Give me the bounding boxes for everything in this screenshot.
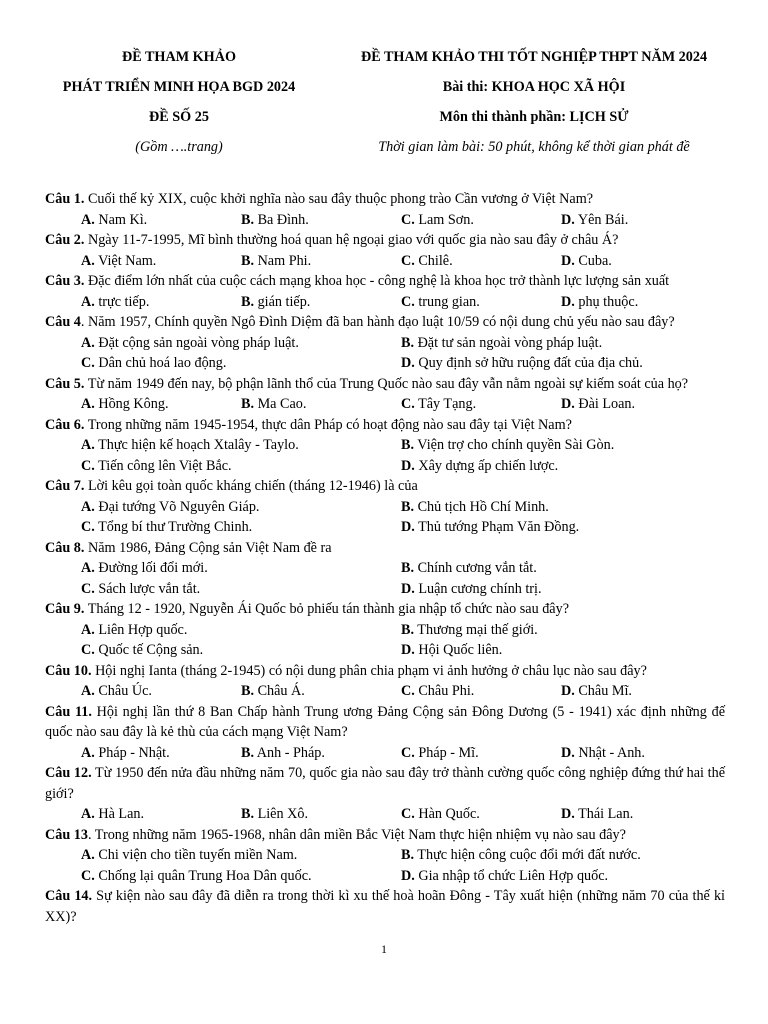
option-text: Tiến công lên Việt Bắc. [94,457,232,474]
option-text: Cuba. [574,252,612,269]
header-subtitle: PHÁT TRIỂN MINH HỌA BGD 2024 [62,79,296,95]
option-text: Quy định sở hữu ruộng đất của địa chủ. [414,355,643,371]
answer-option [401,251,561,272]
option-text: Đài Loan. [574,396,636,412]
question-text: Ngày 11-7-1995, Mĩ bình thường hoá quan hệ ngoại giao với quốc gia nào sau đây ở châu Á? [84,232,619,248]
option-text: Nam Kì. [94,211,148,228]
answer-option [401,804,561,825]
answer-option [81,333,401,354]
question-14 [45,886,725,927]
question-text: . Trong những năm 1965-1968, nhân dân miền Bắc Việt Nam thực hiện nhiệm vụ nào sau đây? [87,826,626,843]
option-text: Luận cương chính trị. [414,580,542,597]
options-row [45,456,725,477]
answer-option [561,743,721,764]
answer-option [81,210,241,231]
option-text: Châu Phi. [414,683,475,699]
question-text: Từ năm 1949 đến nay, bộ phận lãnh thổ của Trung Quốc nào sau đây vẫn nằm ngoài sự kiếm soát của họ? [84,375,689,392]
answer-option [241,743,401,764]
option-text: Chủ tịch Hồ Chí Minh. [414,498,549,515]
question-5 [45,374,725,395]
question-text: . Năm 1957, Chính quyền Ngô Đình Diệm đã ban hành đạo luật 10/59 có nội dung chủ yếu nào sau đây? [80,314,675,330]
options-row [45,743,725,764]
options-row [45,497,725,518]
option-letter: D. [561,293,575,310]
question-2 [45,230,725,251]
answer-option [561,804,721,825]
answer-option [241,681,401,702]
option-letter: C. [401,293,415,310]
question-number: Câu 4 [45,314,81,330]
question-text: Hội nghị Ianta (tháng 2-1945) có nội dung phân chia phạm vi ảnh hưởng ở châu lục nào sau đây? [91,662,647,679]
option-text: Nam Phi. [254,252,312,269]
answer-option [401,292,561,313]
question-number: Câu 2. [45,232,85,248]
option-text: Liên Hợp quốc. [94,621,188,638]
option-letter: C. [81,580,95,597]
option-letter: A. [81,396,95,412]
option-text: Nhật - Anh. [574,744,645,761]
option-text: Anh - Pháp. [254,744,325,761]
question-number: Câu 12. [45,765,92,781]
option-letter: A. [81,683,95,699]
option-letter: C. [81,355,95,371]
answer-option [81,558,401,579]
option-letter: B. [401,498,415,515]
option-text: Hội Quốc liên. [414,642,503,658]
header-label: ĐỀ THAM KHẢO [121,49,237,65]
option-letter: A. [81,437,95,453]
answer-option [401,435,721,456]
question-12 [45,763,725,804]
options-row [45,579,725,600]
option-letter: B. [241,744,255,761]
option-text: Pháp - Mĩ. [414,744,479,761]
option-text: Thủ tướng Phạm Văn Đồng. [414,519,580,535]
option-text: trực tiếp. [94,293,150,310]
question-text: Đặc điểm lớn nhất của cuộc cách mạng khoa học - công nghệ là khoa học trở thành lực lượng sản xuất [84,273,670,289]
options-row [45,353,725,374]
answer-option [81,743,241,764]
options-row [45,435,725,456]
answer-option [401,866,721,887]
option-text: Pháp - Nhật. [94,744,170,761]
option-text: Tổng bí thư Trường Chinh. [94,519,253,535]
answer-option [81,579,401,600]
option-text: Thương mại thế giới. [414,621,538,638]
answer-option [81,456,401,477]
options-row [45,251,725,272]
option-text: Việt Nam. [94,252,157,269]
page-number: 1 [381,942,387,956]
options-row [45,640,725,661]
option-text: Chính cương vắn tắt. [414,560,537,576]
option-text: Xây dựng ấp chiến lược. [414,457,559,474]
option-text: Lam Sơn. [414,211,474,228]
answer-option [81,497,401,518]
option-letter: C. [401,806,415,822]
answer-option [401,620,721,641]
option-text: Ma Cao. [254,396,307,412]
answer-option [561,251,721,272]
page-count-note: (Gồm ….trang) [135,139,223,155]
option-letter: A. [81,498,95,515]
header-right [338,44,730,164]
option-letter: B. [241,293,255,310]
answer-option [401,681,561,702]
answer-option [401,558,721,579]
option-letter: C. [401,211,415,228]
option-letter: D. [561,211,575,228]
option-text: Thực hiện kế hoạch Xtalây - Taylo. [94,437,299,453]
option-letter: B. [401,334,415,351]
answer-option [401,579,721,600]
option-letter: D. [561,396,575,412]
question-number: Câu 6. [45,416,85,433]
option-letter: C. [81,457,95,474]
option-text: Đường lối đổi mới. [94,560,208,576]
answer-option [401,517,721,538]
answer-option [241,210,401,231]
option-text: Châu Mĩ. [574,683,632,699]
answer-option [561,394,721,415]
option-letter: B. [241,396,255,412]
option-text: Hàn Quốc. [414,806,480,822]
question-7 [45,476,725,497]
option-letter: B. [401,621,415,638]
question-text: Năm 1986, Đảng Cộng sản Việt Nam đề ra [84,539,332,556]
answer-option [241,804,401,825]
option-letter: D. [561,744,575,761]
answer-option [81,353,401,374]
option-text: Tây Tạng. [414,396,477,412]
options-row [45,292,725,313]
options-row [45,558,725,579]
question-13 [45,825,725,846]
option-text: Yên Bái. [574,211,629,228]
option-letter: A. [81,621,95,638]
question-number: Câu 8. [45,539,85,556]
question-10 [45,661,725,682]
exam-subject: Môn thi thành phần: LỊCH SỬ [439,109,629,125]
answer-option [81,640,401,661]
answer-option [81,435,401,456]
option-letter: B. [241,806,255,822]
option-letter: B. [401,437,415,453]
answer-option [401,333,721,354]
option-letter: C. [81,519,95,535]
answer-option [401,743,561,764]
answer-option [561,681,721,702]
answer-option [241,251,401,272]
exam-number: ĐỀ SỐ 25 [149,109,209,125]
answer-option [81,620,401,641]
option-letter: D. [561,683,575,699]
question-list [45,189,725,927]
option-letter: D. [401,519,415,535]
option-text: Thái Lan. [574,806,634,822]
option-text: Đặt tư sản ngoài vòng pháp luật. [414,334,603,351]
answer-option [401,394,561,415]
question-text: Sự kiện nào sau đây đã diễn ra trong thời kì xu thế hoà hoãn Đông - Tây xuất hiện (những năm 70 của thế kỉ XX)? [45,888,725,925]
option-text: Hồng Kông. [94,396,169,412]
option-letter: D. [561,806,575,822]
question-6 [45,415,725,436]
options-row [45,333,725,354]
options-row [45,517,725,538]
option-letter: D. [561,252,575,269]
option-letter: C. [401,396,415,412]
answer-option [81,394,241,415]
question-number: Câu 1. [45,191,85,207]
answer-option [81,681,241,702]
option-letter: B. [401,560,415,576]
answer-option [401,640,721,661]
option-letter: B. [241,211,255,228]
option-text: Sách lược vắn tắt. [94,580,201,597]
option-letter: C. [81,642,95,658]
option-letter: D. [401,457,415,474]
option-text: Chống lại quân Trung Hoa Dân quốc. [94,867,312,884]
option-letter: C. [401,683,415,699]
exam-time: Thời gian làm bài: 50 phút, không kể thời gian phát đề [378,139,690,155]
option-letter: C. [81,867,95,884]
header-left [20,44,338,164]
option-letter: A. [81,252,95,269]
option-text: trung gian. [414,293,480,310]
option-text: Hà Lan. [94,806,145,822]
option-text: Dân chủ hoá lao động. [94,355,227,371]
option-letter: C. [401,744,415,761]
option-text: Châu Á. [254,683,305,699]
options-row [45,845,725,866]
answer-option [81,292,241,313]
answer-option [401,353,721,374]
option-letter: B. [401,847,415,863]
options-row [45,394,725,415]
answer-option [561,292,721,313]
question-number: Câu 14. [45,888,93,904]
answer-option [81,866,401,887]
answer-option [401,497,721,518]
exam-paper: Bài thi: KHOA HỌC XÃ HỘI [442,79,626,95]
option-letter: D. [401,355,415,371]
exam-title: ĐỀ THAM KHẢO THI TỐT NGHIỆP THPT NĂM 2024 [360,49,708,65]
option-text: Đặt cộng sản ngoài vòng pháp luật. [94,334,299,351]
question-9 [45,599,725,620]
question-number: Câu 7. [45,478,85,494]
question-text: Hội nghị lần thứ 8 Ban Chấp hành Trung ương Đảng Cộng sản Đông Dương (5 - 1941) xác định những đế quốc nào sau đây là kẻ thù của cách mạng Việt Nam? [45,703,725,740]
question-4 [45,312,725,333]
question-text: Tháng 12 - 1920, Nguyễn Ái Quốc bỏ phiếu tán thành gia nhập tổ chức nào sau đây? [84,601,569,617]
options-row [45,681,725,702]
answer-option [81,517,401,538]
question-1 [45,189,725,210]
option-text: Đại tướng Võ Nguyên Giáp. [94,498,260,515]
question-number: Câu 13 [45,826,88,843]
option-letter: A. [81,744,95,761]
answer-option [401,210,561,231]
option-text: Quốc tế Cộng sản. [94,642,204,658]
option-text: Gia nhập tổ chức Liên Hợp quốc. [414,867,609,884]
question-number: Câu 10. [45,662,92,679]
options-row [45,804,725,825]
option-letter: D. [401,867,415,884]
option-letter: A. [81,211,95,228]
option-text: Viện trợ cho chính quyền Sài Gòn. [414,437,615,453]
answer-option [401,456,721,477]
question-11 [45,702,725,743]
answer-option [81,251,241,272]
options-row [45,620,725,641]
option-letter: A. [81,334,95,351]
option-text: Châu Úc. [94,683,152,699]
option-letter: A. [81,847,95,863]
answer-option [401,845,721,866]
option-letter: B. [241,252,255,269]
answer-option [81,804,241,825]
question-text: Trong những năm 1945-1954, thực dân Pháp có hoạt động nào sau đây tại Việt Nam? [84,416,572,433]
options-row [45,866,725,887]
question-number: Câu 5. [45,375,85,392]
answer-option [241,394,401,415]
option-text: Thực hiện công cuộc đổi mới đất nước. [414,847,641,863]
question-number: Câu 11. [45,703,92,720]
question-3 [45,271,725,292]
option-letter: B. [241,683,255,699]
question-text: Từ 1950 đến nửa đầu những năm 70, quốc gia nào sau đây trở thành cường quốc công nghiệp đứng thứ hai thế giới? [45,765,725,802]
options-row [45,210,725,231]
answer-option [561,210,721,231]
option-text: gián tiếp. [254,293,311,310]
answer-option [81,845,401,866]
option-text: phụ thuộc. [574,293,639,310]
option-text: Ba Đình. [254,211,309,228]
option-letter: D. [401,642,415,658]
option-letter: C. [401,252,415,269]
question-8 [45,538,725,559]
option-letter: A. [81,560,95,576]
option-letter: A. [81,293,95,310]
question-number: Câu 9. [45,601,85,617]
question-text: Lời kêu gọi toàn quốc kháng chiến (tháng 12-1946) là của [84,478,418,494]
option-text: Chilê. [414,252,453,269]
question-text: Cuối thế kỷ XIX, cuộc khởi nghĩa nào sau đây thuộc phong trào Cần vương ở Việt Nam? [84,191,594,207]
answer-option [241,292,401,313]
option-letter: A. [81,806,95,822]
option-text: Liên Xô. [254,806,308,822]
option-text: Chi viện cho tiền tuyến miền Nam. [94,847,298,863]
question-number: Câu 3. [45,273,85,289]
option-letter: D. [401,580,415,597]
